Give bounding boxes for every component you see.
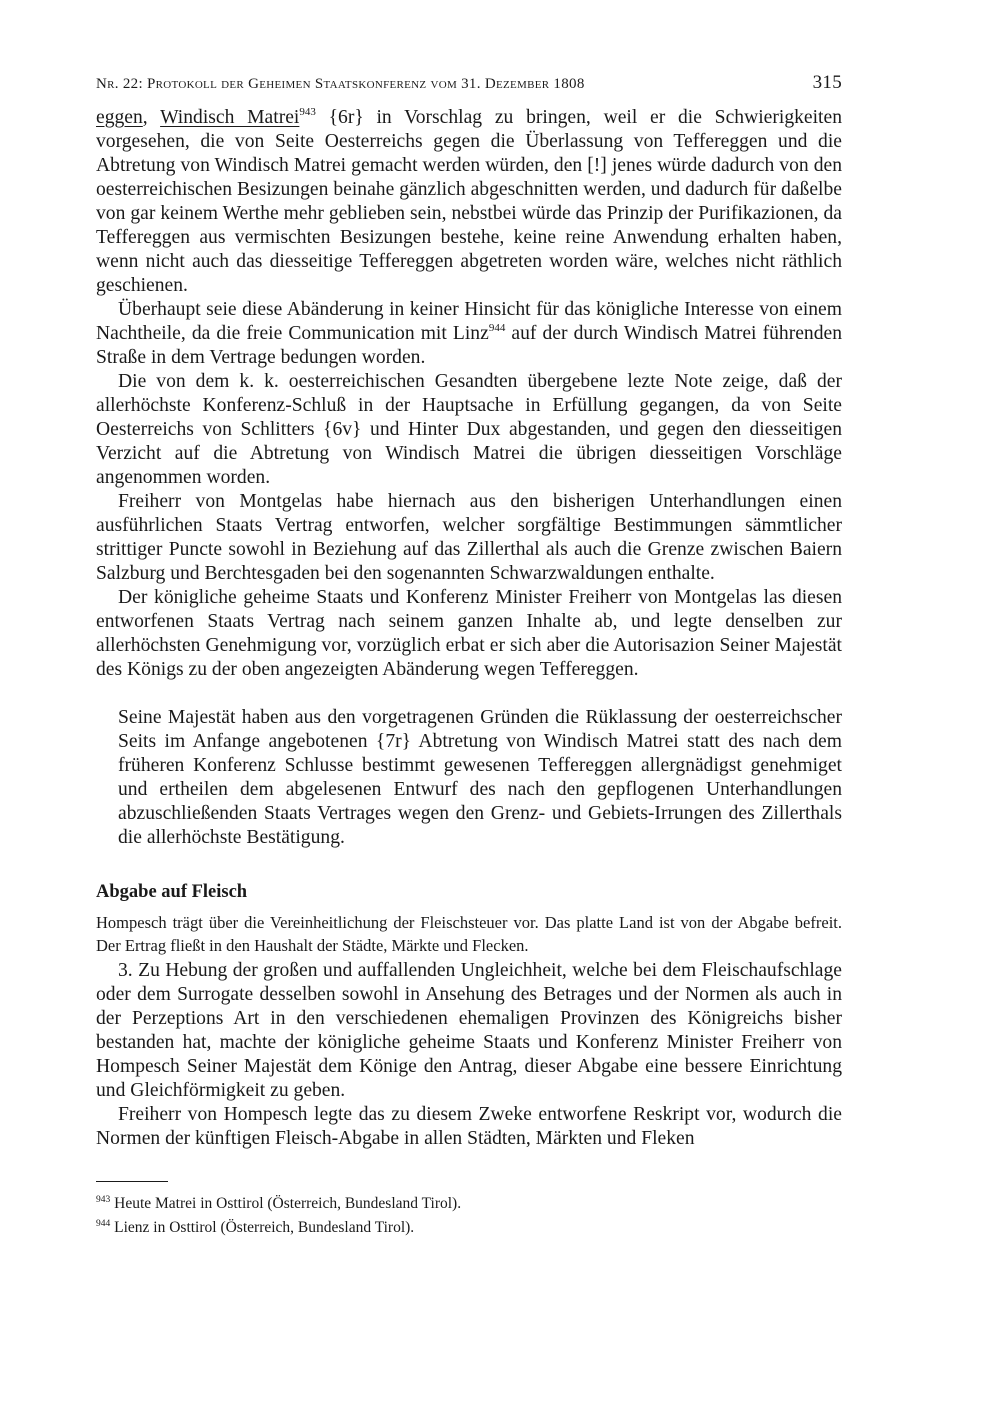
underlined-word-eggen: eggen: [96, 107, 143, 128]
section-heading: Abgabe auf Fleisch: [96, 882, 248, 902]
royal-decision: Seine Majestät haben aus den vorgetragenen Gründen die Rüklassung der oesterreichscher Seits im Anfange angebotenen {7r} Abtretung von Windisch Matrei statt des nach dem früheren Konferenz Schlusse bestimmt gewesenen Teffereggen allergnädigst genehmiget und ertheilen dem abgelesenen Entwurf des nach den gepflogenen Unterhandlungen abzuschließenden Staats Vertrages wegen den Grenz- und Gebiets-Irrungen des Zillerthals die allerhöchste Bestätigung.: [118, 707, 842, 848]
main-text-continued: [96, 959, 842, 1151]
paragraph-5: Der königliche geheime Staats und Konferenz Minister Freiherr von Montgelas las diesen entworfenen Staats Vertrag nach seinem ganzen Inhalte ab, und legte denselben zur allerhöchsten Genehmigung vor, vorzüglich erbat er sich aber die Autorisazion Seiner Majestät des Königs zu der oben angezeigten Abänderung wegen Teffereggen.: [96, 587, 842, 680]
paragraph-1: [96, 106, 842, 298]
underlined-windisch-matrei: Windisch Matrei: [160, 107, 300, 128]
running-header: [96, 72, 842, 94]
footnote-text: Heute Matrei in Osttirol (Österreich, Bundesland Tirol).: [110, 1195, 462, 1212]
paragraph-4: Freiherr von Montgelas habe hiernach aus den bisherigen Unterhandlungen einen ausführlichen Staats Vertrag entworfen, welcher sorgfältige Bestimmungen sämmtlicher strittiger Puncte sowohl in Beziehung auf das Zillerthal als auch die Grenze zwischen Baiern Salzburg und Berchtesgaden bei den sogenannten Schwarzwaldungen enthalte.: [96, 491, 842, 584]
paragraph-7: Freiherr von Hompesch legte das zu diesem Zweke entworfene Reskript vor, wodurch die Normen der künftigen Fleisch-Abgabe in allen Städten, Märkten und Fleken: [96, 1104, 842, 1149]
paragraph-6: 3. Zu Hebung der großen und auffallenden Ungleichheit, welche bei dem Fleischaufschlage oder dem Surrogate desselben sowohl in Ansehung des Betrages und der Normen als auch in der Perzeptions Art in den verschiedenen ehemaligen Provinzen des Königreichs bisher bestanden hat, machte der königliche geheime Staats und Konferenz Minister Freiherr von Hompesch Seiner Majestät dem Könige den Antrag, dieser Abgabe eine bessere Einrichtung und Gleichförmigkeit zu geben.: [96, 960, 842, 1101]
text-run: Überhaupt seie diese Abänderung in keiner Hinsicht für das königliche Interesse von einem Nachtheile, da die freie Communication mit Linz: [96, 299, 842, 344]
text-run: auf der durch Windisch Matrei führenden Straße in dem Vertrage bedungen worden.: [96, 323, 843, 368]
document-page: [96, 72, 842, 1240]
footnote-text: Lienz in Osttirol (Österreich, Bundesland Tirol).: [110, 1219, 415, 1236]
footnote-ref-943[interactable]: 943: [299, 106, 316, 118]
paragraph-2: [96, 298, 842, 370]
paragraph-3: Die von dem k. k. oesterreichischen Gesandten übergebene lezte Note zeige, daß der allerhöchste Konferenz-Schluß in der Hauptsache in Erfüllung gegangen, da von Seite Oesterreichs von Schlitters {6v} und Hinter Dux abgestanden, und gegen den diesseitigen Verzicht auf die Abtretung von Windisch Matrei die übrigen diesseitigen Vorschläge angenommen worden.: [96, 371, 842, 488]
running-title: Nr. 22: Protokoll der Geheimen Staatskonferenz vom 31. Dezember 1808: [96, 76, 585, 92]
footnote-divider: [96, 1181, 168, 1182]
footnote-944: [96, 1216, 842, 1240]
footnote-number: 944: [96, 1219, 111, 1229]
text-run: {6r} in Vorschlag zu bringen, weil er die Schwierigkeiten vorgesehen, die von Seite Oesterreichs gegen die Überlassung von Teffereggen und die Abtretung von Windisch Matrei gemacht werden würden, den [!] jenes würde dadurch von den oesterreichischen Besizungen beinahe gänzlich abgeschnitten werden, und dadurch für daßelbe von gar keinem Werthe mehr geblieben sein, nebstbei würde das Prinzip der Purifikazionen, da Teffereggen aus vermischten Besizungen bestehe, keine reine Anwendung erhalten haben, wenn nicht auch das diesseitige Teffereggen abgetreten worden wäre, welches nicht räthlich geschienen.: [96, 107, 842, 296]
section-summary: Hompesch trägt über die Vereinheitlichung der Fleischsteuer vor. Das platte Land ist von der Abgabe befreit. Der Ertrag fließt in den Haushalt der Städte, Märkte und Flecken.: [96, 913, 842, 955]
main-text: [96, 106, 842, 682]
footnote-ref-944[interactable]: 944: [488, 322, 506, 334]
text-run: ,: [142, 107, 161, 128]
footnote-943: [96, 1192, 842, 1216]
footnote-number: 943: [96, 1195, 111, 1205]
page-number: 315: [812, 72, 842, 93]
